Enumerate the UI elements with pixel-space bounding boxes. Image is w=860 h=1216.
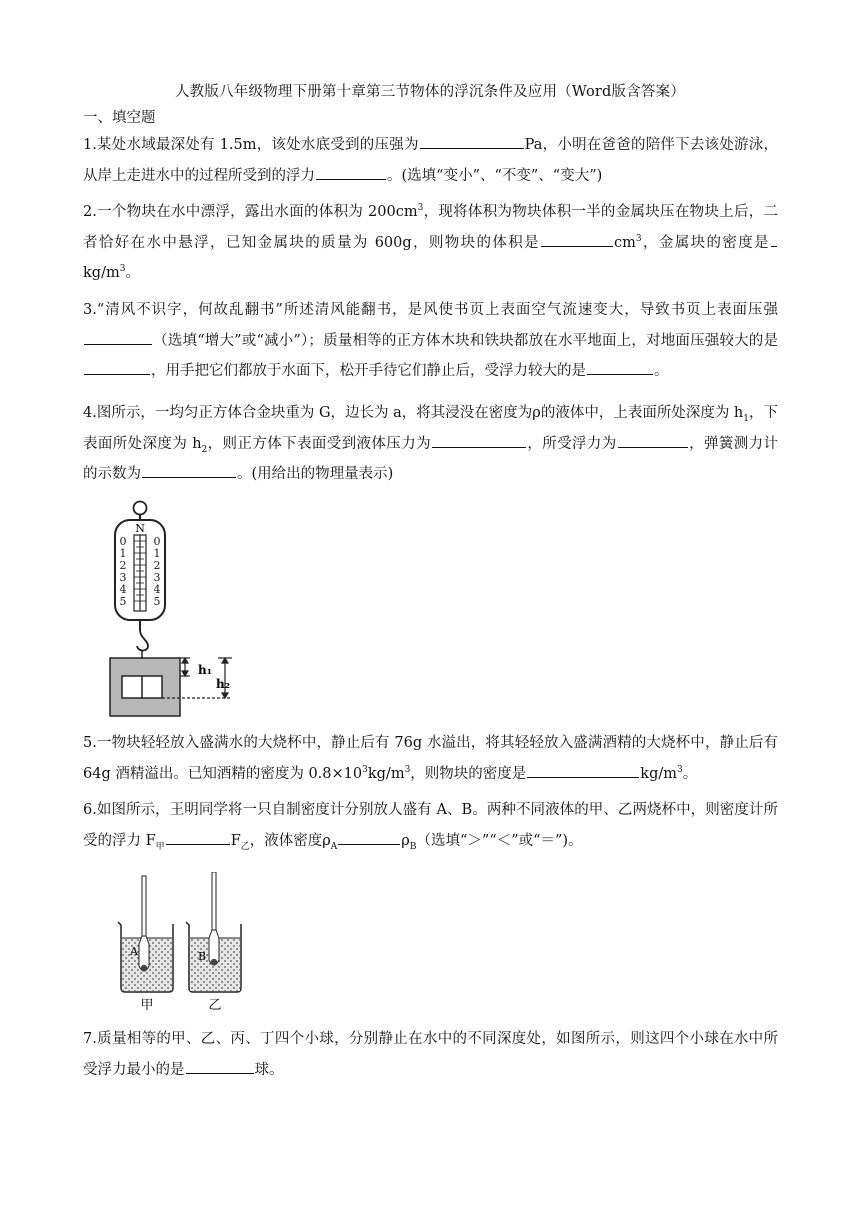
q6-text-e: （选填“＞”“＜”或“＝”)。: [416, 832, 583, 849]
question-1: [83, 130, 778, 191]
question-3: [83, 295, 778, 387]
q4-blank-1[interactable]: [432, 430, 526, 448]
q3-blank-1[interactable]: [84, 327, 152, 345]
q6-sub-b: B: [409, 841, 417, 852]
q6-sub-jia: 甲: [155, 841, 165, 852]
q2-blank-1[interactable]: [541, 229, 613, 247]
q4-text-e: ，弹簧测力计的示数为: [83, 435, 779, 482]
beaker-yi: [186, 872, 241, 992]
q1-text-c: 。(选填“变小”、“不变”、“变大”): [387, 167, 603, 184]
q3-text-a: 3.“清风不识字，何故乱翻书”所述清风能翻书，是风使书页上表面空气流速变大，导致书页上表面压强: [83, 302, 778, 318]
q6-sub-yi: 乙: [240, 841, 250, 852]
q5-blank-1[interactable]: [527, 760, 639, 778]
caption-yi: 乙: [208, 998, 222, 1012]
scale-right-0: 0: [153, 535, 161, 548]
q4-sub-1: 1: [743, 413, 749, 424]
h2-label: h₂: [216, 677, 230, 691]
section-heading: 一、填空题: [83, 110, 156, 126]
q4-text-a: 4.图所示，一均匀正方体合金块重为 G，边长为 a，将其浸没在密度为ρ的液体中，上表面所处深度为 h: [83, 405, 744, 421]
q7-text-b: 球。: [254, 1061, 284, 1078]
q2-text-b: ，现将体积为物块体积一半的金属块压在物块上后，二者恰好在水中悬浮，已知金属块的质量为 600g，则物块的体积是: [83, 204, 779, 251]
q3-text-d: 。: [654, 363, 669, 379]
scale-left-1: 1: [119, 547, 127, 560]
q4-text-b: ，下表面所处深度为 h: [83, 405, 779, 452]
scale-right-5: 5: [153, 595, 161, 608]
q1-text-b: Pa，小明在爸爸的陪伴下去该处游泳，从岸上走进水中的过程所受到的浮力: [83, 137, 778, 184]
question-2: [83, 197, 778, 289]
q5-text-a: 5.一物块轻轻放入盛满水的大烧杯中，静止后有 76g 水溢出，将其轻轻放入盛满酒精的大烧杯中，静止后有 64g 酒精溢出。已知酒精的密度为 0.8×10: [83, 735, 778, 782]
q5-text-c: ，则物块的密度是: [410, 765, 527, 782]
q5-exp-1: 3: [362, 764, 368, 775]
q3-blank-2[interactable]: [84, 357, 150, 375]
q5-text-d: kg/m: [640, 765, 677, 782]
q2-text-f: 。: [125, 265, 140, 281]
q4-sub-2: 2: [201, 444, 208, 455]
q4-blank-2[interactable]: [618, 430, 688, 448]
scale-right-4: 4: [153, 583, 161, 596]
q6-text-b: F: [230, 832, 241, 849]
hydrometer-a-icon: [139, 876, 149, 971]
q6-text-d: ρ: [401, 832, 410, 849]
beaker-jia: [118, 876, 173, 992]
q2-exp-1: 3: [417, 203, 424, 214]
scale-unit-label: N: [135, 522, 145, 535]
spring-scale-icon: [115, 502, 165, 677]
question-5: [83, 728, 778, 789]
q3-blank-3[interactable]: [587, 357, 653, 375]
q6-text-c: ，液体密度ρ: [249, 832, 331, 849]
q5-text-b: kg/m: [367, 765, 405, 782]
q2-text-a: 2.一个物块在水中漂浮，露出水面的体积为 200cm: [83, 204, 418, 220]
q1-blank-1[interactable]: [420, 131, 524, 149]
scale-right-3: 3: [153, 571, 161, 584]
q4-blank-3[interactable]: [142, 460, 236, 478]
hydrometer-b-icon: [209, 872, 219, 965]
scale-left-3: 3: [119, 571, 127, 584]
liquid-a-label: A: [130, 945, 138, 958]
q4-text-d: ，所受浮力为: [526, 435, 617, 452]
liquid-b-label: B: [198, 950, 207, 963]
q2-blank-2[interactable]: [771, 229, 777, 247]
scale-left-2: 2: [119, 559, 127, 572]
q5-text-e: 。: [682, 765, 698, 782]
q6-text-a: 6.如图所示，王明同学将一只自制密度计分别放人盛有 A、B。两种不同液体的甲、乙两烧杯中，则密度计所受的浮力 F: [83, 802, 778, 849]
h1-label: h₁: [198, 663, 212, 677]
q1-text-a: 1.某处水域最深处有 1.5m，该处水底受到的压强为: [83, 137, 419, 153]
q2-exp-2: 3: [635, 233, 642, 244]
q5-exp-2: 3: [404, 764, 411, 775]
q2-text-e: kg/m: [83, 265, 120, 281]
q5-exp-3: 3: [677, 764, 683, 775]
q4-text-f: 。(用给出的物理量表示): [237, 466, 394, 482]
question-6: [83, 795, 778, 856]
hydrometer-figure: [112, 872, 252, 1012]
q1-blank-2[interactable]: [316, 162, 386, 180]
q6-blank-1[interactable]: [166, 827, 230, 845]
question-4: [83, 398, 778, 490]
q7-blank-1[interactable]: [186, 1056, 254, 1074]
q6-sub-a: A: [330, 841, 338, 852]
q2-text-c: cm: [614, 234, 636, 251]
scale-right-1: 1: [153, 547, 161, 560]
spring-scale-figure: [100, 498, 250, 720]
question-7: [83, 1024, 778, 1085]
caption-jia: 甲: [140, 998, 154, 1012]
q6-blank-2[interactable]: [338, 827, 400, 845]
q2-exp-3: 3: [119, 264, 126, 275]
liquid-container: [110, 658, 180, 716]
q7-text-a: 7.质量相等的甲、乙、丙、丁四个小球，分别静止在水中的不同深度处，如图所示，则这四个小球在水中所受浮力最小的是: [83, 1031, 778, 1078]
scale-left-0: 0: [119, 535, 127, 548]
q3-text-b: （选填“增大”或“减小”）；质量相等的正方体木块和铁块都放在水平地面上，对地面压强较大的是: [153, 332, 778, 349]
q2-text-d: ，金属块的密度是: [641, 234, 770, 251]
scale-right-2: 2: [153, 559, 161, 572]
scale-left-4: 4: [119, 583, 127, 596]
page-title: 人教版八年级物理下册第十章第三节物体的浮沉条件及应用（Word版含答案）: [174, 84, 686, 100]
q4-text-c: ，则正方体下表面受到液体压力为: [207, 435, 431, 452]
scale-left-5: 5: [119, 595, 127, 608]
q3-text-c: ，用手把它们都放于水面下，松开手待它们静止后，受浮力较大的是: [151, 363, 586, 379]
